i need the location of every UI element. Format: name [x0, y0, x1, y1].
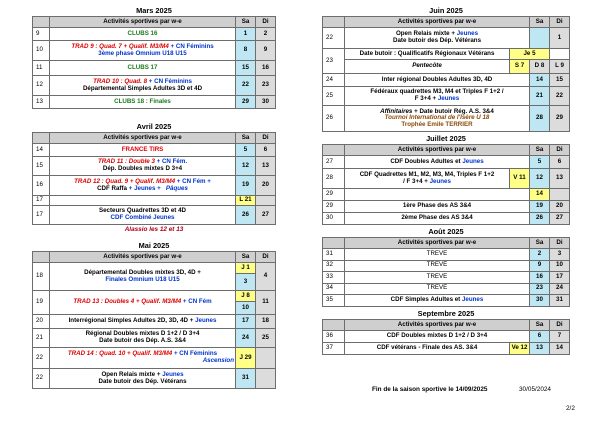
- table-row: 37 CDF vétérans - Finale des AS. 3&4 Ve 12 13 14: [323, 343, 570, 355]
- table-avril: Activités sportives par w-e Sa Di 14 FRANCE TIRS 5 6 15 TRAD 11 : Double 3 + CN Fém. Dép. Doubles mixtes D 3+4 12 13 16 TRAD 12 : Quad. 9 + Qualif. M3/M4 + CN Fém + CDF Raffa + Jeunes + Pâques 19 20 17 L 21 17 Secteurs Quadrettes 3D et 4D CDF Combiné Jeunes 26 27: [32, 132, 276, 225]
- month-title-juin: Juin 2025: [429, 6, 463, 15]
- table-row: 22 Open Relais mixte + Jeunes Date butoir des Dép. Vétérans 1: [323, 28, 570, 49]
- table-row: 21 Régional Doubles mixtes D 1+2 / D 3+4 Date butoir des Dép. A.S. 3&4 24 25: [33, 329, 276, 348]
- table-juillet: Activités sportives par w-e Sa Di 27 CDF Doubles Adultes et Jeunes 5 6 28 CDF Quadrettes M1, M2, M3, M4, Triples F 1+2 / F 3+4 + Jeunes V 11 12 13 29 14 29 1ère Phase des AS 3&4 19 20 30 2ème Phase des AS 3&4 26 27: [322, 144, 570, 225]
- table-row: 17 L 21: [33, 196, 276, 206]
- table-row: 10 TRAD 9 : Quad. 7 + Qualif. M3/M4 + CN Féminins 3ème phase Omnium U18 U15 8 9: [33, 41, 276, 61]
- table-row: 16 TRAD 12 : Quad. 9 + Qualif. M3/M4 + CN Fém + CDF Raffa + Jeunes + Pâques 19 20: [33, 176, 276, 196]
- month-title-avril: Avril 2025: [136, 122, 172, 131]
- month-title-septembre: Septembre 2025: [417, 309, 475, 318]
- table-row: 24 Inter régional Doubles Adultes 3D, 4D 14 15: [323, 74, 570, 87]
- table-row: 35 CDF Simples Adultes et Jeunes 30 31: [323, 295, 570, 307]
- header-activity: Activités sportives par w-e: [50, 17, 236, 28]
- month-title-aout: Août 2025: [428, 227, 464, 236]
- table-row: 22 TRAD 14 : Quad. 10 + Qualif. M3/M4 + CN Féminins Ascension J 29: [33, 348, 276, 369]
- table-row: 15 TRAD 11 : Double 3 + CN Fém. Dép. Doubles mixtes D 3+4 12 13: [33, 157, 276, 176]
- table-row: 36 CDF Doubles mixtes D 1+2 / D 3+4 6 7: [323, 331, 570, 343]
- page-number: 2/2: [566, 405, 575, 412]
- table-row: 30 2ème Phase des AS 3&4 26 27: [323, 213, 570, 225]
- table-row: 29 1ère Phase des AS 3&4 19 20: [323, 201, 570, 213]
- season-end-note: Fin de la saison sportive le 14/09/2025: [372, 386, 488, 393]
- month-title-juillet: Juillet 2025: [426, 134, 466, 143]
- month-title-mai: Mai 2025: [138, 241, 170, 250]
- table-row: 27 CDF Doubles Adultes et Jeunes 5 6: [323, 156, 570, 169]
- table-row: 17 Secteurs Quadrettes 3D et 4D CDF Combiné Jeunes 26 27: [33, 206, 276, 225]
- table-row: 25 Fédéraux quadrettes M3, M4 et Triples F 1+2 / F 3+4 + Jeunes 21 22: [323, 87, 570, 106]
- table-row: Pentecôte S 7 D 8 L 9: [323, 60, 570, 74]
- table-row: 9 CLUBS 16 1 2: [33, 28, 276, 41]
- table-row: 34 TREVE 23 24: [323, 283, 570, 295]
- table-row: 11 CLUBS 17 15 16: [33, 61, 276, 76]
- table-row: 18 Départemental Doubles mixtes 3D, 4D + Finales Omnium U18 U15 J 1 4: [33, 263, 276, 274]
- table-row: 19 TRAD 13 : Doubles 4 + Qualif. M3/M4 + CN Fém J 8 11: [33, 291, 276, 302]
- table-row: 28 CDF Quadrettes M1, M2, M3, M4, Triples F 1+2 / F 3+4 + Jeunes V 11 12 13: [323, 169, 570, 189]
- avril-note: Alassio les 12 et 13: [124, 226, 184, 233]
- table-aout: Activités sportives par w-e Sa Di 31 TREVE 2 3 32 TREVE 9 10 33 TREVE 16 17 34 TREVE 23 24 35 CDF Simples Adultes et Jeunes 30 31: [322, 237, 570, 307]
- month-title-mars: Mars 2025: [136, 6, 172, 15]
- table-row: 23 Date butoir : Qualificatifs Régionaux Vétérans Je 5: [323, 49, 570, 60]
- table-row: 29 14: [323, 189, 570, 201]
- table-septembre: Activités sportives par w-e Sa Di 36 CDF Doubles mixtes D 1+2 / D 3+4 6 7 37 CDF vétérans - Finale des AS. 3&4 Ve 12 13 14: [322, 319, 570, 355]
- table-row: 32 TREVE 9 10: [323, 260, 570, 272]
- table-row: 22 Open Relais mixte + Jeunes Date butoir des Dép. Vétérans 31: [33, 369, 276, 389]
- table-row: 20 Interrégional Simples Adultes 2D, 3D, 4D + Jeunes 17 18: [33, 315, 276, 329]
- table-row: 14 FRANCE TIRS 5 6: [33, 144, 276, 157]
- table-row: 13 CLUBS 18 : Finales 29 30: [33, 96, 276, 109]
- table-row: 26 Affinitaires + Date butoir Rég. A.S. 3&4 Tournoi International de l'Isère U 18 Trophée Emile TERRIER 28 29: [323, 106, 570, 132]
- table-row: 33 TREVE 16 17: [323, 272, 570, 284]
- table-mai: Activités sportives par w-e Sa Di 18 Départemental Doubles mixtes 3D, 4D + Finales Omnium U18 U15 J 1 4 3 19 TRAD 13 : Doubles 4 + Qualif. M3/M4 + CN Fém J 8 11 10 20 Interrégional Simples Adultes 2D, 3D, 4D + Jeunes 17 18 21 Régional Doubles mixtes D 1+2 / D 3+4 Date butoir des Dép. A.S. 3&4 24 25 22 TRAD 14 : Quad. 10 + Qualif. M3/M4 + CN Féminins Ascension J 29 22 Open Relais mixte + Jeunes Date butoir des Dép. Vétérans 31: [32, 251, 276, 389]
- table-juin: Activités sportives par w-e Sa Di 22 Open Relais mixte + Jeunes Date butoir des Dép. Vétérans 1 23 Date butoir : Qualificatifs Régionaux Vétérans Je 5 Pentecôte S 7 D 8 L 9 24 Inter régional Doubles Adultes 3D, 4D 14 15 25 Fédéraux quadrettes M3, M4 et Triples F 1+2 / F 3+4 + Jeunes 21 22 26 Affinitaires + Date butoir Rég. A.S. 3&4 Tournoi International de l'Isère U 18 Trophée Emile TERRIER 28 29: [322, 16, 570, 132]
- table-row: 31 TREVE 2 3: [323, 249, 570, 261]
- document-date: 30/05/2024: [519, 386, 551, 393]
- table-mars: Activités sportives par w-e Sa Di 9 CLUBS 16 1 2 10 TRAD 9 : Quad. 7 + Qualif. M3/M4 + CN Féminins 3ème phase Omnium U18 U15 8 9 11 CLUBS 17 15 16 12 TRAD 10 : Quad. 8 + CN Féminins Départemental Simples Adultes 3D et 4D 22 23 13 CLUBS 18 : Finales 29 30: [32, 16, 276, 109]
- table-row: 12 TRAD 10 : Quad. 8 + CN Féminins Départemental Simples Adultes 3D et 4D 22 23: [33, 76, 276, 96]
